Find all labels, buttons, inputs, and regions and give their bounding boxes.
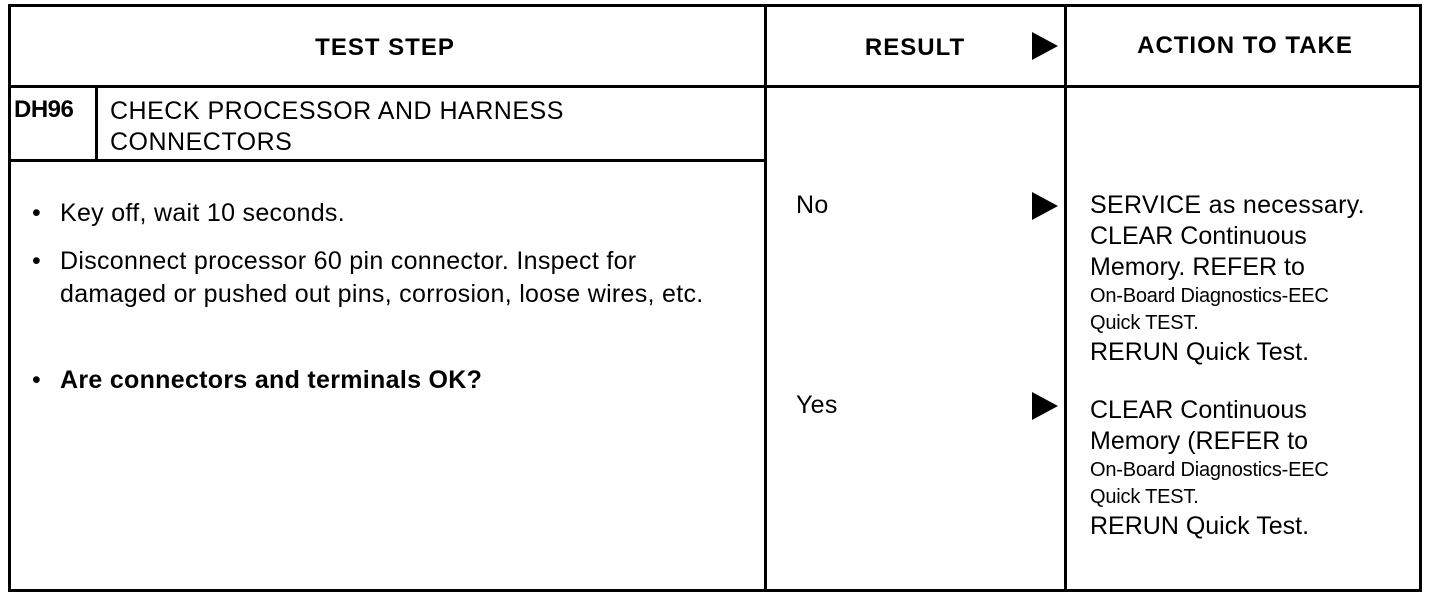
header-result: RESULT xyxy=(864,34,966,61)
step-title xyxy=(110,96,564,158)
bullet-icon: • xyxy=(32,366,42,394)
action-no xyxy=(1090,190,1410,368)
instruction-text: Key off, wait 10 seconds. xyxy=(60,199,345,227)
instruction-question: Are connectors and terminals OK? xyxy=(60,366,483,394)
action-line: CLEAR Continuous xyxy=(1090,222,1307,250)
header-test-step: TEST STEP xyxy=(315,34,455,61)
header-action-to-take: ACTION TO TAKE xyxy=(1137,32,1353,59)
action-line: CLEAR Continuous xyxy=(1090,396,1307,424)
step-title-divider xyxy=(11,159,764,162)
bullet-icon: • xyxy=(32,199,42,227)
column-divider-result xyxy=(764,7,767,589)
action-line: RERUN Quick Test. xyxy=(1090,512,1310,540)
result-no-arrow-icon xyxy=(1032,192,1058,220)
result-yes-label: Yes xyxy=(796,391,838,419)
step-id-divider xyxy=(95,88,98,161)
step-title-line: CHECK PROCESSOR AND HARNESS xyxy=(110,97,564,125)
action-yes xyxy=(1090,395,1410,542)
step-title-line: CONNECTORS xyxy=(110,128,293,156)
result-no-label: No xyxy=(796,191,829,219)
action-line: RERUN Quick Test. xyxy=(1090,338,1310,366)
action-reference: On-Board Diagnostics-EEC xyxy=(1090,285,1329,307)
header-arrow-icon xyxy=(1032,32,1058,60)
action-reference: Quick TEST. xyxy=(1090,486,1199,508)
action-reference: Quick TEST. xyxy=(1090,312,1199,334)
column-divider-action xyxy=(1064,7,1067,589)
step-id: DH96 xyxy=(14,96,74,123)
header-divider xyxy=(11,85,1419,88)
action-line: Memory. REFER to xyxy=(1090,253,1305,281)
action-reference: On-Board Diagnostics-EEC xyxy=(1090,459,1329,481)
instruction-text: Disconnect processor 60 pin connector. Inspect for damaged or pushed out pins, corrosion, loose wires, etc. xyxy=(60,247,704,308)
result-yes-arrow-icon xyxy=(1032,392,1058,420)
bullet-icon: • xyxy=(32,247,42,275)
action-line: Memory (REFER to xyxy=(1090,427,1309,455)
action-line: SERVICE as necessary. xyxy=(1090,191,1365,219)
